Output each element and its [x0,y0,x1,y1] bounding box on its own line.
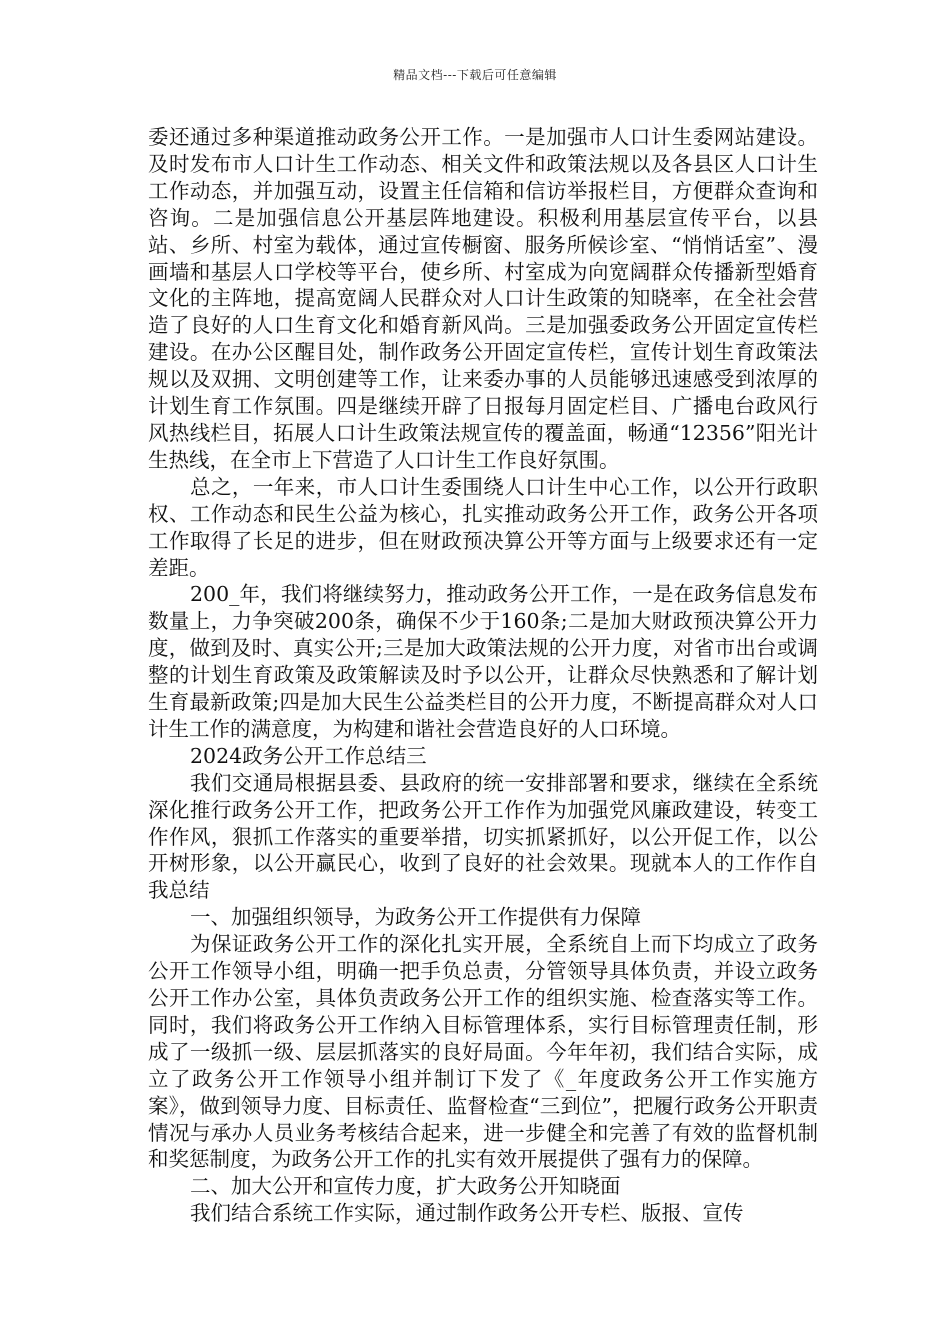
paragraph-summary: 总之，一年来，市人口计生委围绕人口计生中心工作，以公开行政职权、工作动态和民生公益为核心，扎实推动政务公开工作，政务公开各项工作取得了长足的进步，但在财政预决算公开等方面与上级要求还有一定差距。 [148,474,818,580]
paragraph-publicity: 我们结合系统工作实际，通过制作政务公开专栏、版报、宣传 [190,1201,744,1226]
page-header: 精品文档---下载后可任意编辑 [393,68,557,82]
paragraph-intro: 我们交通局根据县委、县政府的统一安排部署和要求，继续在全系统深化推行政务公开工作，把政务公开工作作为加强党风廉政建设，转变工作作风，狠抓工作落实的重要举措，切实抓紧抓好，以公开促工作，以公开树形象，以公开赢民心，收到了良好的社会效果。现就本人的工作作自我总结 [148,770,818,903]
paragraph-organization: 为保证政务公开工作的深化扎实开展，全系统自上而下均成立了政务公开工作领导小组，明确一把手负总责，分管领导具体负责，并设立政务公开工作办公室，具体负责政务公开工作的组织实施、检查落实等工作。同时，我们将政务公开工作纳入目标管理体系，实行目标管理责任制，形成了一级抓一级、层层抓落实的良好局面。今年年初，我们结合实际，成立了政务公开工作领导小组并制订下发了《_年度政务公开工作实施方案》，做到领导力度、目标责任、监督检查“三到位”，把履行政务公开职责情况与承办人员业务考核结合起来，进一步健全和完善了有效的监督机制和奖惩制度，为政务公开工作的扎实有效开展提供了强有力的保障。 [148,932,818,1172]
heading-one: 一、加强组织领导，为政务公开工作提供有力保障 [190,905,641,930]
section-title: 2024政务公开工作总结三 [190,743,427,768]
paragraph-plan: 200_年，我们将继续努力，推动政务公开工作，一是在政务信息发布数量上，力争突破200条，确保不少于160条;二是加大财政预决算公开力度，做到及时、真实公开;三是加大政策法规的公开力度，对省市出台或调整的计划生育政策及政策解读及时予以公开，让群众尽快熟悉和了解计划生育最新政策;四是加大民生公益类栏目的公开力度，不断提高群众对人口计生工作的满意度，为构建和谐社会营造良好的人口环境。 [148,582,818,741]
paragraph-body-1: 委还通过多种渠道推动政务公开工作。一是加强市人口计生委网站建设。及时发布市人口计生工作动态、相关文件和政策法规以及各县区人口计生工作动态，并加强互动，设置主任信箱和信访举报栏目，方便群众查询和咨询。二是加强信息公开基层阵地建设。积极利用基层宣传平台，以县站、乡所、村室为载体，通过宣传橱窗、服务所候诊室、“悄悄话室”、漫画墙和基层人口学校等平台，使乡所、村室成为向宽阔群众传播新型婚育文化的主阵地，提高宽阔人民群众对人口计生政策的知晓率，在全社会营造了良好的人口生育文化和婚育新风尚。三是加强委政务公开固定宣传栏建设。在办公区醒目处，制作政务公开固定宣传栏，宣传计划生育政策法规以及双拥、文明创建等工作，让来委办事的人员能够迅速感受到浓厚的计划生育工作氛围。四是继续开辟了日报每月固定栏目、广播电台政风行风热线栏目，拓展人口计生政策法规宣传的覆盖面，畅通“12356”阳光计生热线，在全市上下营造了人口计生工作良好氛围。 [148,125,818,472]
heading-two: 二、加大公开和宣传力度，扩大政务公开知晓面 [190,1174,621,1199]
document-body [148,124,818,1227]
